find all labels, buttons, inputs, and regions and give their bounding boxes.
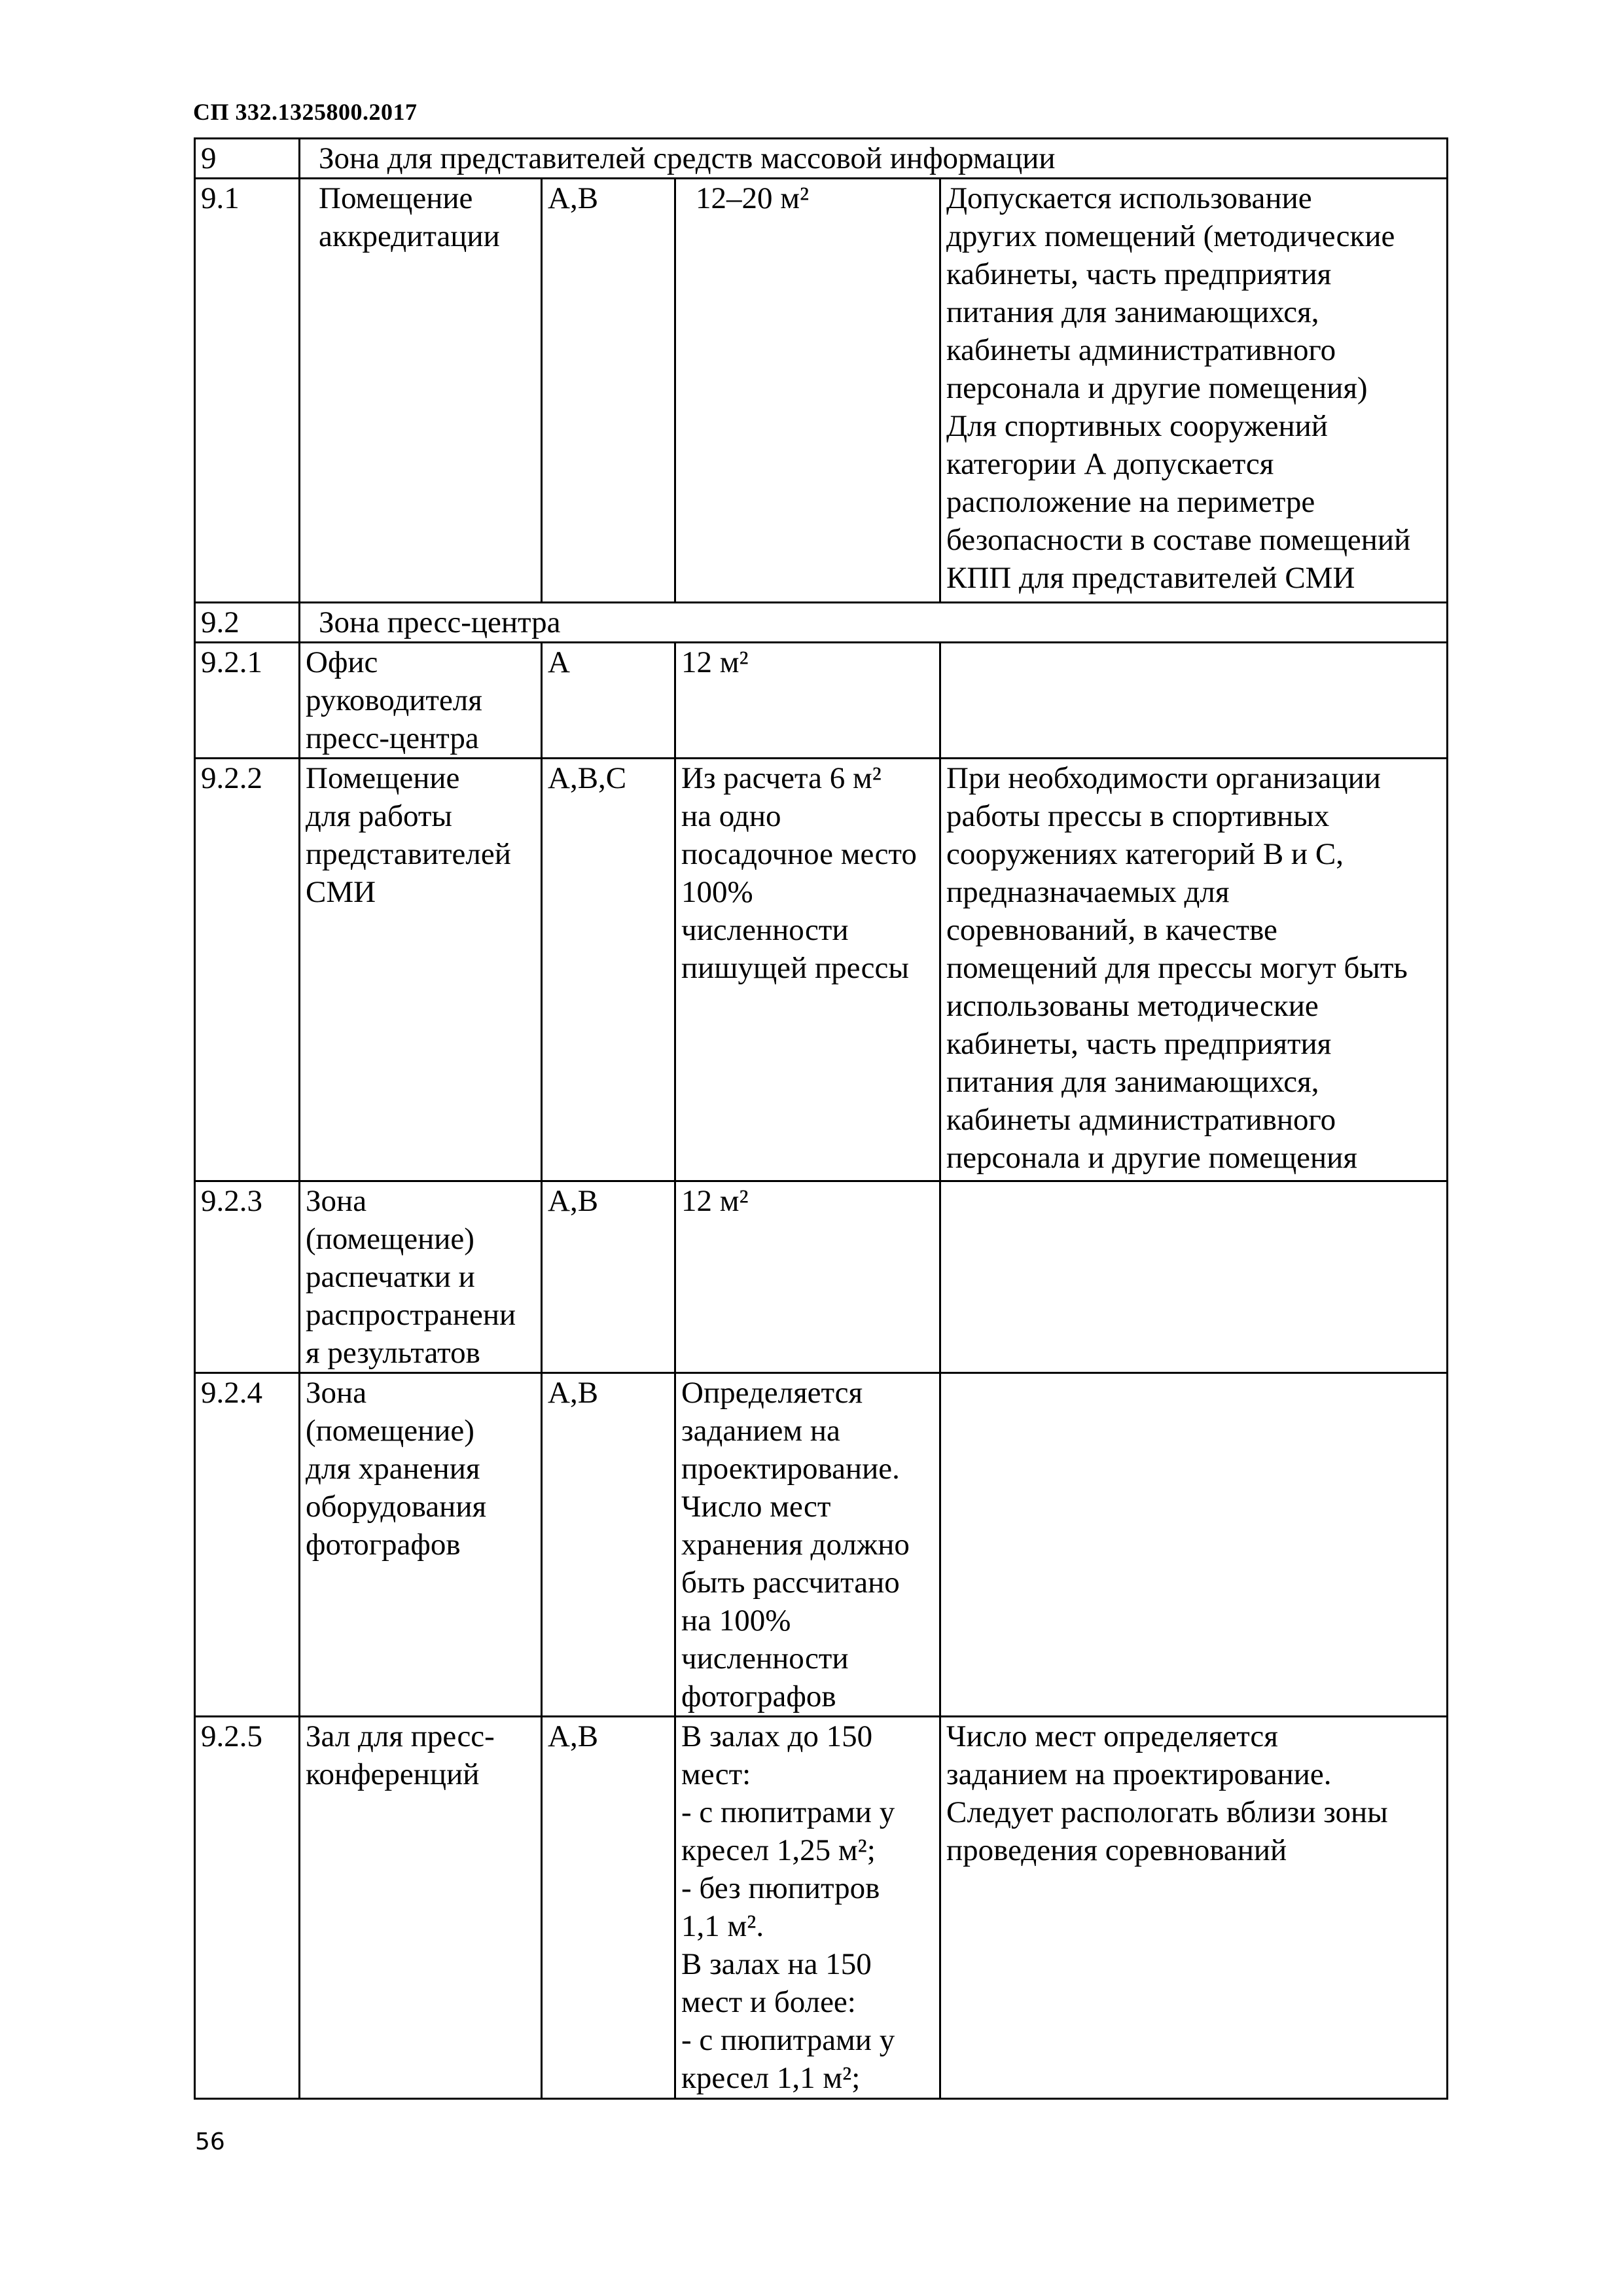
row-name: Зал для пресс- конференций <box>300 1717 542 2099</box>
row-area: 12 м² <box>675 643 940 759</box>
row-area: Из расчета 6 м² на одно посадочное место 100% численности пишущей прессы <box>675 759 940 1181</box>
section-number: 9 <box>195 139 300 179</box>
row-category: А,В <box>542 179 675 603</box>
row-name: Зона (помещение) для хранения оборудования фотографов <box>300 1373 542 1717</box>
row-note: Число мест определяется заданием на проектирование. Следует распологать вблизи зоны проведения соревнований <box>940 1717 1448 2099</box>
subsection-number: 9.2 <box>195 603 300 643</box>
row-name <box>300 179 542 603</box>
table-row <box>195 643 1448 759</box>
row-category: А <box>542 643 675 759</box>
table-row <box>195 1717 1448 2099</box>
row-note <box>940 643 1448 759</box>
row-number: 9.2.5 <box>195 1717 300 2099</box>
table-row <box>195 1373 1448 1717</box>
row-name: Помещение для работы представителей СМИ <box>300 759 542 1181</box>
row-area: В залах до 150 мест: - с пюпитрами у кресел 1,25 м²; - без пюпитров 1,1 м². В залах на 150 мест и более: - с пюпитрами у кресел 1,1 м²; <box>675 1717 940 2099</box>
row-name-text: Помещение аккредитации <box>319 181 500 253</box>
row-note: При необходимости организации работы прессы в спортивных сооружениях категорий В и С, предназначаемых для соревнований, в качестве помещений для прессы могут быть использованы методические кабинеты, часть предприятия питания для занимающихся, кабинеты административного персонала и другие помещения <box>940 759 1448 1181</box>
row-note <box>940 1373 1448 1717</box>
row-number: 9.1 <box>195 179 300 603</box>
row-category: А,В <box>542 1373 675 1717</box>
table-row <box>195 179 1448 603</box>
row-note: Допускается использование других помещений (методические кабинеты, часть предприятия питания для занимающихся, кабинеты административного персонала и другие помещения) Для спортивных сооружений категории А допускается расположение на периметре безопасности в составе помещений КПП для представителей СМИ <box>940 179 1448 603</box>
subsection-title: Зона пресс-центра <box>300 603 1448 643</box>
document-code: СП 332.1325800.2017 <box>193 99 418 125</box>
row-name: Зона (помещение) распечатки и распространени я результатов <box>300 1181 542 1373</box>
section-title: Зона для представителей средств массовой информации <box>300 139 1448 179</box>
row-category: А,В <box>542 1181 675 1373</box>
row-number: 9.2.2 <box>195 759 300 1181</box>
row-number: 9.2.3 <box>195 1181 300 1373</box>
section-row <box>195 139 1448 179</box>
table-row <box>195 1181 1448 1373</box>
row-name: Офис руководителя пресс-центра <box>300 643 542 759</box>
row-note <box>940 1181 1448 1373</box>
table-row <box>195 759 1448 1181</box>
row-category: А,В,С <box>542 759 675 1181</box>
row-category: А,В <box>542 1717 675 2099</box>
row-number: 9.2.1 <box>195 643 300 759</box>
page-number: 56 <box>195 2128 225 2155</box>
row-area: Определяется заданием на проектирование. Число мест хранения должно быть рассчитано на 100% численности фотографов <box>675 1373 940 1717</box>
row-number: 9.2.4 <box>195 1373 300 1717</box>
row-area: 12 м² <box>675 1181 940 1373</box>
subsection-row <box>195 603 1448 643</box>
requirements-table <box>194 137 1448 2100</box>
row-area: 12–20 м² <box>675 179 940 603</box>
